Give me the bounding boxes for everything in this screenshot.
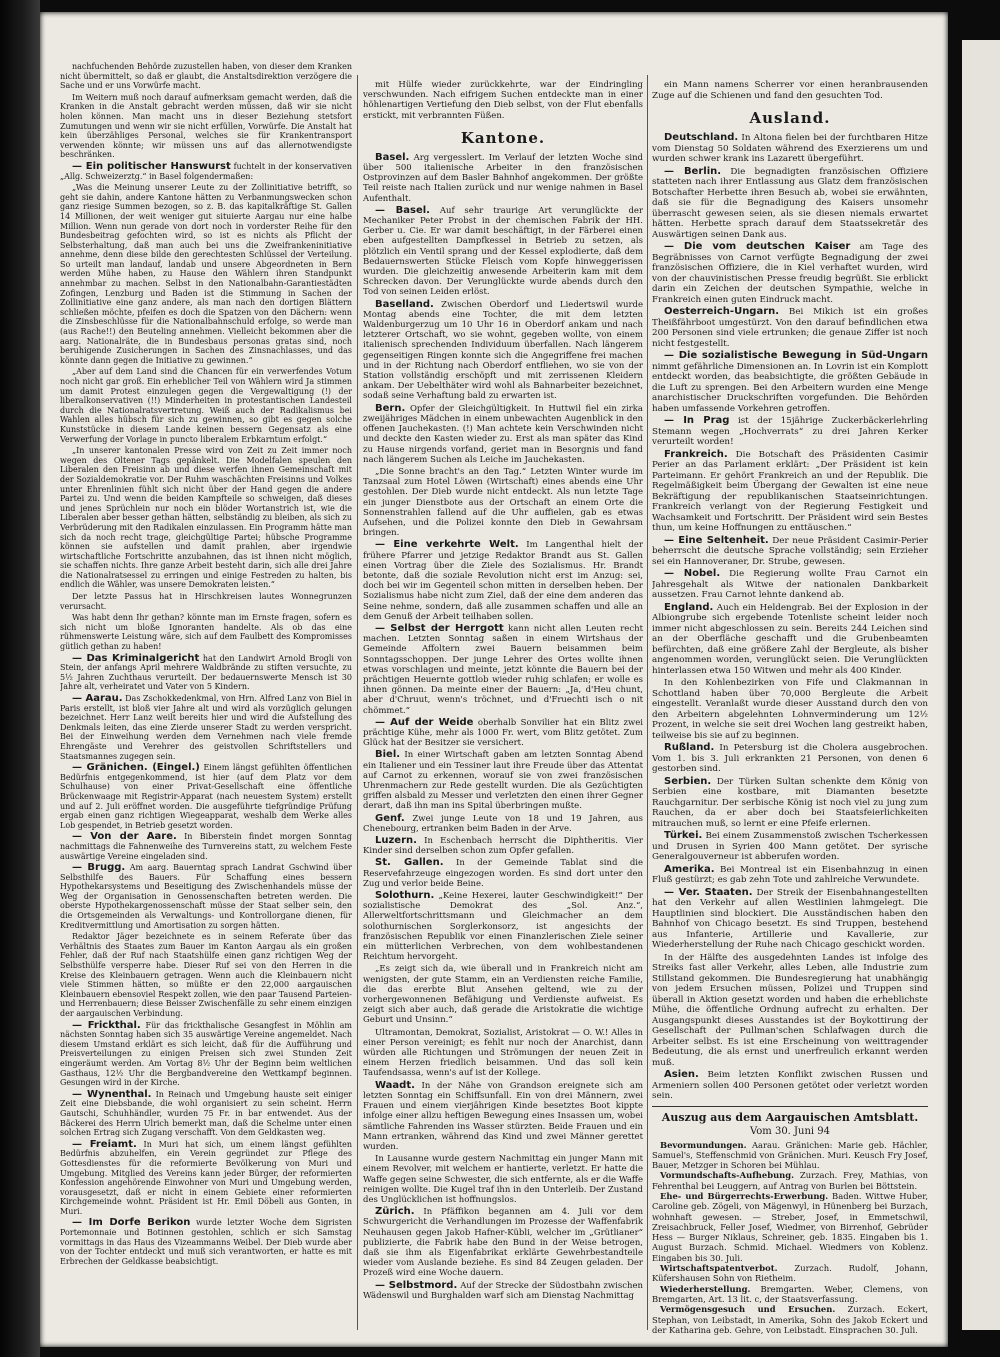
article-paragraph xyxy=(652,603,928,677)
column-3-articles xyxy=(652,80,928,1102)
article-paragraph xyxy=(652,569,928,601)
article-text: Bei Mikich ist ein großes Theißfährboot umgestürzt. Von den darauf befindlichen etwa 200 Personen sind viele ertrunken; die genaue Ziffer ist noch nicht festgestellt. xyxy=(652,307,928,349)
article-paragraph xyxy=(652,831,928,863)
adjacent-page-edge xyxy=(962,40,1000,1330)
article-text: Der neue Präsident Casimir-Perier beherrscht die deutsche Sprache vollständig; sein Erzieher sei ein Hannoveraner, Dr. Strube, gewesen. xyxy=(652,535,928,567)
article-lead: — Frickthal. xyxy=(72,1019,141,1031)
article-text: wurde letzter Woche dem Sigristen Portemonnaie und Botinnen gestohlen, schlich er sich Samstag vormittags in das Haus des Vizeammanns Weibel. Der Dieb wurde aber von der Tochter entdeckt und muß sich verantworten, er hatte es mit Erbrechen der Geldkasse beabsichtigt. xyxy=(60,1218,352,1266)
amtsblatt-entry xyxy=(652,1263,928,1284)
article-text: Das Zschokkedenkmal, von Hrn. Alfred Lanz von Biel in Paris erstellt, ist bloß vier Jahre alt und wird als vorzüglich gelungen bezeichnet. Herr Lanz weilt bereits hier und wird die Aufstellung des Denkmals leiten, das eine Zierde unserer Stadt zu werden verspricht. Bei der Einweihung werden dem Vernehmen nach viele fremde Ehrengäste und Verehrer des geistvollen Schriftstellers und Staatsmannes zugegen sein. xyxy=(60,694,352,761)
article-paragraph xyxy=(60,932,352,1018)
article-text: Opfer der Gleichgültigkeit. In Huttwil fiel ein zirka zweijähriges Mädchen in einem unbewachten Augenblick in den offenen Jauchekasten. (!) Man achtete kein Verschwinden nicht und deckte den Kasten wieder zu. Erst als man später das Kind zu Hause nirgends vorfand, geriet man in Besorgnis und fand nach längerem Suchen als Leiche im Jauchekasten. xyxy=(363,403,643,465)
article-paragraph xyxy=(363,1028,643,1079)
amtsblatt-entry-lead: Vormundschafts-Aufhebung. xyxy=(660,1170,795,1181)
article-lead: — Selbst der Herrgott xyxy=(375,622,504,634)
article-paragraph xyxy=(652,953,928,1069)
article-text: Arg vergesslert. Im Verlauf der letzten Woche sind über 500 italienische Arbeiter in den französischen Ostprovinzen auf dem Basler Bahnhof angekommen. Der größte Teil reiste nach Italien zurück und nur wenige nahmen in Basel Aufenthalt. xyxy=(363,152,643,204)
amtsblatt-entry-text: Zurzach. Eckert, Stephan, von Leibstadt, in Amerika, Sohn des Jakob Eckert und der Katharina geb. Gehre, von Leibstadt. Einsprachen 30. Juli. xyxy=(652,1304,928,1335)
article-lead: Asien. xyxy=(664,1069,699,1080)
article-paragraph xyxy=(652,1070,928,1102)
amtsblatt-entry-text: Bremgarten. Weber, Clemens, von Bremgarten, Art. 13 lit. c, der Staatsverfassung. xyxy=(652,1283,928,1304)
article-text: Zwei junge Leute von 18 und 19 Jahren, aus Chenebourg, ertranken beim Baden in der Arve. xyxy=(363,813,643,834)
article-lead: Biel. xyxy=(375,749,401,761)
article-lead: Waadt. xyxy=(375,1079,415,1091)
article-lead: Frankreich. xyxy=(664,448,728,460)
amtsblatt-entry-lead: Ehe- und Bürgerrechts-Erwerbung. xyxy=(660,1190,829,1201)
article-lead: — Brugg. xyxy=(72,862,126,874)
article-text: In Muri hat sich, um einem längst gefühlten Bedürfnis abzuhelfen, ein Verein gegründet zur Pflege des Gottesdienstes für die reformierte Bevölkerung von Muri und Umgebung. Mitglied des Vereins kann jeder Bürger, der reformierten Konfession angehörende Einwohner von Muri und Umgebung werden, vorausgesetzt, daß er nicht in einem Gebiete einer reformierten Kirchgemeinde wohnt. Präsident ist Hr. Emil Döbeli aus Gonten, in Muri. xyxy=(60,1139,352,1216)
article-paragraph xyxy=(363,718,643,749)
article-paragraph xyxy=(652,678,928,741)
article-paragraph xyxy=(652,167,928,241)
amtsblatt-rule xyxy=(652,1106,928,1107)
column-rule-left xyxy=(357,75,358,1330)
article-paragraph xyxy=(652,888,928,951)
article-text: fuchtelt in der konservativen „Allg. Schweizerztg.“ in Basel folgendermaßen: xyxy=(60,161,352,181)
article-paragraph xyxy=(652,416,928,448)
article-text: Zwischen Oberdorf und Liedertswil wurde Montag abends eine Tochter, die mit dem letzten Waldenburgerzug um 10 Uhr 16 in Oberdorf ankam und nach letzterer Ortschaft, wo sie wohnt, gegeben wollte, von einem italienisch sprechenden Individuum überfallen. Nach längerem gegenseitigen Ringen konnte sich die Angegriffene frei machen und in der Richtung nach Oberdorf entfliehen, wo sie von der Station vollständig erschöpft und mit zerrissenen Kleidern ankam. Der Uebelthäter wird wohl als Bahnarbeiter bezeichnet, sodaß seine Verhaftung bald zu erwarten ist. xyxy=(363,299,643,402)
article-lead: — Selbstmord. xyxy=(375,1279,458,1291)
amtsblatt-entry-text: Baden. Wittwe Huber, Caroline geb. Zögeli, von Mägenwyl, in Hünenberg bei Burzach, wohnhaft gewesen. — Streber, Josef, in Emmetschwil, Zreisachbruck, Feller Josef, Wiedmer, von Birrenhof, Gebrüder Hess — Burger Niklaus, Schreiner, geb. 1835. Eingaben bis 1. August Burzach. Schmid. Michael. Wiedmers von Koblenz. Eingaben bis 30. Juli. xyxy=(652,1190,928,1263)
section-heading: Kantone. xyxy=(460,128,546,147)
article-lead: — Die vom deutschen Kaiser xyxy=(664,241,851,252)
article-lead: — Die sozialistische Bewegung in Süd-Ungarn xyxy=(664,350,928,361)
article-text: Redaktor Jäger bezeichnete es in seinem Referate über das Verhältnis des Staates zum Bauer im Kanton Aargau als ein großen Fehler, daß der Ruf nach Staatshülfe einen ganz richtigen Weg der Selbsthülfe versperre habe. Dieser Ruf sei von den Herren in die Kreise des Kleinbauern getragen. Wenn auch die Kleinbauern nicht viele Stimmen hätten, so müßte er den 22,000 aargauischen Kleinbauern ebensoviel Respekt zollen, wie den paar Tausend Parteien- und Herrenbauern; diese Beisser Zwischenfälle zu sehr einem einzigen der aargauischen Verbindung. xyxy=(60,932,352,1018)
article-text: In der Hälfte des ausgedehnten Landes ist infolge des Streiks fast aller Verkehr, alles Leben, alle Industrie zum Stillstand gekommen. Die Bundesregierung hat unabhängig von jedem Ersuchen müssen, Polizei und Truppen sind überall in Aktion gesetzt worden und haben die erheblichste Mühe, die öffentliche Ordnung aufrecht zu erhalten. Der Ausgangspunkt dieses Ausstandes ist der Boykottirung der Gesellschaft der Pullman'schen Schlafwagen durch die Arbeiter selbst. Es ist eine Erscheinung von weittragender Bedeutung, die als ernst und unerfreulich erkannt werden muß. xyxy=(652,952,928,1068)
article-text: In Lausanne wurde gestern Nachmittag ein junger Mann mit einem Revolver, mit welchem er hantierte, verletzt. Er hatte die Waffe gegen seine Schwester, die sich entfernte, als er die Waffe reinigen wollte. Die Kugel traf ihn in den Unterleib. Der Zustand des Unglücklichen ist hoffnungslos. xyxy=(363,1154,643,1205)
article-paragraph xyxy=(652,450,928,534)
article-paragraph xyxy=(60,613,352,651)
article-paragraph xyxy=(652,307,928,349)
article-text: „Aber auf dem Land sind die Chancen für ein verwerfendes Votum noch nicht gar groß. Ein erheblicher Teil von Wählern wird Ja stimmen um damit Protest einzulegen gegen die Vergewaltigung (!) der liberalkonservativen (!!) Minderheiten in protestantischen Landesteil durch die Nationalratsvertretung. Weiß auch der Radikalismus bei Wahlen alles hübsch für sich zu gewinnen, so gibt es gegen solche Kunststücke in diesem Lande keinen bessern Gegensatz als eine Verwerfung der Vorlage in puncto liberalem Erbkarntum erfolgt.“ xyxy=(60,367,352,444)
article-lead: — Im Dorfe Berikon xyxy=(72,1217,191,1229)
article-text: Im Langenthal hielt der frühere Pfarrer und jetzige Redaktor Brandt aus St. Gallen einen Vortrag über die Ziele des Sozialismus. Hr. Brandt betonte, daß die soziale Revolution nicht erst im Anzug: sei, doch bei wir im Gegenteil schon mitten in derselben heben. Der Sozialismus habe nicht zum Ziel, daß der eine dem anderen das Seine nehme, sondern, daß alle zusammen schaffen und alle an dem Genuß der Arbeit teilhaben sollen. xyxy=(363,540,643,622)
article-paragraph xyxy=(60,1021,352,1088)
article-text: ist der 15jährige Zuckerbäckerlehrling Stemann wegen „Hochverrats“ zu drei Jahren Kerker verurteilt worden! xyxy=(652,416,928,447)
article-paragraph xyxy=(652,777,928,830)
article-lead: Rußland. xyxy=(664,742,715,753)
article-lead: — Aarau. xyxy=(72,693,123,704)
amtsblatt-entry xyxy=(652,1140,928,1171)
article-text: In der Gemeinde Tablat sind die Reservefahrzeuge eingezogen worden. Es sind dort unter den Zug und verlor beide Beine. xyxy=(363,858,643,889)
article-text: Beim letzten Konflikt zwischen Russen und Armeniern sollen 400 Personen getötet oder verletzt worden sein. xyxy=(652,1070,928,1101)
article-text: „Was die Meinung unserer Leute zu der Zollinitiative betrifft, so geht sie dahin, andere Kantone hätten zu Verbanmungswecken schon ganz riesige Summen bezogen, so z. B. das kapitalkräftige St. Gallen 14 Millionen, der weit weniger gut situierte Aargau nur eine halbe Million. Wenn nun gerade von dort noch in vorderster Reihe für den Bundesbeitrag gefochten wird, so ist es nichts als Pflicht der Selbsterhaltung, daß man auch bei uns die Zweifrankeninitiative annehme, denn diese bilde den gerechtesten Schlüssel der Verteilung. So urteilt man landauf, landab und unsere Abgeordneten in Bern werden Mühe haben, zu Hause den Wählern ihren Standpunkt annehmbar zu machen. Selbst in den Nationalbahn-Garantiestädten Zofingen, Lenzburg und Baden ist die Stimmung in Sachen der Zollinitiative eine ganz andere, als man nach den dortigen Blättern schließen möchte, pfeifen es doch die Spatzen von den Dächern: wenn die Zinsbeschlüsse für die Nationalbahnschuld erfolge, so werde man (aus Rache!!) den Beuteling annehmen. Vielleicht bekommen aber die aarg. Nationalräte, die in Bundesbaus personas gratas sind, noch beruhigende Zusicherungen in Sachen des Zinsnachlasses, und das könnte dann gegen die Initiative zu gewinnen.“ xyxy=(60,183,352,365)
column-rule-right xyxy=(647,75,648,1330)
article-text: In Pfäffikon begannen am 4. Juli vor dem Schwurgericht die Verhandlungen im Prozesse der Waffenfabrik Neuhausen gegen Jakob Hafner-Kübli, welcher im „Grütlianer“ publizierte, die Fabrik habe den Bund in der Weise betrogen, daß sie ihm als Eigenfabrikat erklärte Gewehrbestandteile wieder vom Auslande beziehe. Es sind 84 Zeugen geladen. Der Prozeß wird eine Woche dauern. xyxy=(363,1207,643,1279)
article-text: oberhalb Sonvilier hat ein Blitz zwei prächtige Kühe, mehr als 1000 Fr. wert, vom Blitz getötet. Zum Glück hat der Besitzer sie versichert. xyxy=(363,717,643,749)
article-text: In Eschenbach herrscht die Diphtheritis. Vier Kinder sind derselben schon zum Opfer gefallen. xyxy=(363,836,643,857)
article-text: In Reinach und Umgebung hauste seit einiger Zeit eine Diebsbande, die wohl organisiert zu sein scheint. Herrn Gautschi, Schuhhändler, wurden 75 Fr. in bar entwendet. Aus der Bäckerei des Herrn Ulrich bemerkt man, daß die Schelme unter einen solchen Ertrag sich Zugang verschafft. Von dem Geldkasten weg. xyxy=(60,1089,352,1138)
amtsblatt-date: Vom 30. Juni 94 xyxy=(749,1125,831,1137)
article-paragraph xyxy=(60,62,352,91)
book-spine xyxy=(0,0,40,1357)
article-text: Die Botschaft des Präsidenten Casimir Perier an das Parlament erklärt: „Der Präsident ist kein Parteimann. Er gehört Frankreich an und der Republik. Die Regelmäßigkeit beim Übergang der Gewalten ist eine neue Bekräftigung der republikanischen Staatseinrichtungen. Frankreich verlangt von der Regierung Festigkeit und Wachsamkeit und Fortschritt. Der Präsident wird sein Bestes thun, um keine Hoffnungen zu enttäuschen.“ xyxy=(652,449,928,533)
section-heading: Ausland. xyxy=(749,109,831,127)
article-text: nimmt gefährliche Dimensionen an. In Lovrin ist ein Komplott entdeckt worden, das beabsichtigte, die größten Gebäude in die Luft zu sprengen. Bei den Arbeitern wurden eine Menge anarchistischer Druckschriften vorgefunden. Die Behörden haben umfassende Vorkehren getroffen. xyxy=(652,361,928,414)
article-paragraph xyxy=(363,1081,643,1152)
article-paragraph xyxy=(363,750,643,811)
article-lead: — Basel. xyxy=(375,204,430,216)
amtsblatt-entry-text: Zurzach. Rudolf, Johann, Küfershausen Sohn von Rietheim. xyxy=(652,1263,928,1284)
article-lead: — Eine Seltenheit. xyxy=(664,534,769,546)
article-lead: Baselland. xyxy=(375,298,434,310)
article-text: Der Türken Sultan schenkte dem König von Serbien eine kostbare, mit Diamanten besetzte Rauchgarnitur. Der serbische König ist noch viel zu jung zum Rauchen, da er aber doch bei Staatsfeierlichkeiten mitrauchen muß, so lernt er eine Pfeife erlernen. xyxy=(652,776,928,829)
article-text: In den Kohlenbezirken von Fife und Clakmannan in Schottland haben über 70,000 Bergleute die Arbeit eingestellt. Veranlaßt wurde dieser Ausstand durch den von den Arbeitern abgelehnten Lohnverminderung um 12½ Prozent, in welche sie seit drei Wochen lang gestreikt haben, teilweise bis sie auf zu beginnen. xyxy=(652,678,928,741)
amtsblatt-entry-text: Aarau. Gränichen: Marie geb. Hächler, Samuel's, Steffenschmid von Gränichen. Muri. Keusch Fry Josef, Bauer, Metzger in Schoren bei Mühlau. xyxy=(652,1139,928,1171)
article-lead: Oesterreich-Ungarn. xyxy=(664,306,780,317)
article-paragraph xyxy=(652,242,928,305)
article-paragraph xyxy=(363,467,643,538)
article-lead: Solothurn. xyxy=(375,890,435,902)
article-text: „Es zeigt sich da, wie überall und in Frankreich nicht am wenigsten, der gute Stamm, ein an Verdiensten reiche Familie, die das ererbte Blut Ansehen geltend, wie zu der vorhergewonnenen Befähigung und Verdienste aufweist. Es zeigt sich aber auch, daß gerade die Aristokratie die wichtige Geburt und Unsinn.“ xyxy=(363,964,643,1026)
article-paragraph xyxy=(363,1281,643,1301)
amtsblatt-entry-lead: Bevormundungen. xyxy=(660,1139,747,1150)
article-paragraph xyxy=(60,183,352,365)
article-lead: — In Prag xyxy=(664,415,730,426)
amtsblatt-entry-lead: Wirtschaftspatentverbot. xyxy=(660,1263,778,1274)
article-paragraph xyxy=(652,351,928,414)
article-paragraph xyxy=(363,1207,643,1278)
article-lead: — Auf der Weide xyxy=(375,716,474,728)
article-text: nachfuchenden Behörde zuzustellen haben, von dieser dem Kranken nicht übermittelt, so daß er glaubt, die Anstaltsdirektion verzögere die Sache und er uns Vorwürfe macht. xyxy=(60,62,352,91)
article-text: kann nicht allen Leuten recht machen. Letzten Sonntag saßen in einem Wirtshaus der Gemeinde Affoltern zwei Bauern beisammen beim Sonntagsschoppen. Der junge Lehrer des Ortes wollte ihnen etwas vorschlagen und meinte, jetzt könnte die Bauern bei der prächtigen Heuernte gottlob wieder ruhig schlafen; er wolle es ihnen gönnen. Da meinte einer der Bauern: „Ja, d'Heu chunt, aber d'Chruut, wenn's tröchnet, und d'Fruechti isch o nit chömmet.“ xyxy=(363,623,643,716)
article-text: In Altona fielen bei der furchtbaren Hitze vom Dienstag 50 Soldaten während des Exerzierens um und wurden schwer krank ins Lazarett übergeführt. xyxy=(652,133,928,164)
article-text: mit Hülfe wieder zurückkehrte, war der Eindringling verschwunden. Nach eifrigem Suchen entdeckte man in einer höhlenartigen Vertiefung den Dieb selbst, von der Flut ebenfalls erstickt, mit verbrannten Füßen. xyxy=(363,80,643,121)
article-paragraph xyxy=(363,300,643,402)
article-text: Die begnadigten französischen Offiziere statteten nach ihrer Entlassung aus Glatz dem französischen Botschafter Herbette ihren Besuch ab, wobei sie erwähnten, daß sie für die Begnadigung des Kaisers unsomehr überrascht gewesen seien, als sie diesen niemals erwartet hätten. Herbette sprach darauf dem Staatssekretär des Auswärtigen seinen Dank aus. xyxy=(652,166,928,240)
article-text: „In unserer kantonalen Presse wird von Zeit zu Zeit immer noch wegen des Oltener Tags gepänkelt. Die Modelfalen speulen den Liberalen den Freisinn ab und diese werfen ihnen Gemeinschaft mit der Sozialdemokratie vor. Der Ruhm waschächten Freisinns und Volkes unter Ehrenlinien fühlt sich nicht über der Hand gegen die andere Partei zu. Und wenn die beiden Kampfteile so schweigen, daß dieses und jenes Sprüchlein nur noch ein blöder Wortanstrich ist, wie die Liberalen aber besser gethan hätten, selbständig zu bleiben, als sich zu Verbrüderung mit den Radikalen einzulassen. Ein Programm hätte man sich da noch recht trage, gleichgültige Partei; hübsche Programme können sie aufstellen und damit prahlen, aber irgendwie wirtschaftliche Fortschritte anzubahnen, das ist ihnen nicht möglich, sie schaffen nichts. Ihre ganze Arbeit besteht darin, sich alle drei Jahre die Nationalratsessel zu erringen und einige Festreden zu halten, bis endlich die Wähler, was unsere Demokraten leisten.“ xyxy=(60,446,352,590)
article-paragraph xyxy=(363,153,643,204)
article-lead: — Gränichen. (Eingel.) xyxy=(72,762,200,774)
column-1 xyxy=(60,62,352,1332)
article-paragraph xyxy=(60,162,352,181)
article-lead: — Nobel. xyxy=(664,568,721,579)
article-lead: — Von der Aare. xyxy=(72,831,177,843)
article-text: In Petersburg ist die Cholera ausgebrochen. Vom 1. bis 3. Juli erkrankten 21 Personen, von denen 6 gestorben sind. xyxy=(652,743,928,774)
article-paragraph xyxy=(363,891,643,962)
article-text: am Tage des Begräbnisses von Carnot verfügte Begnadigung der zwei französischen Offiziere, die in Kiel verhaftet wurden, wird von der chauvinistischen Presse freudig begrüßt. Sie erblickt darin ein Zeichen der deutschen Sympathie, welche in Frankreich einen guten Eindruck macht. xyxy=(652,242,928,305)
article-lead: Bern. xyxy=(375,402,406,414)
article-text: Was habt denn Ihr gethan? könnte man im Ernste fragen, sofern es sich nicht um bloße Ignoranten handelte. Als ob das eine rühmenswerte Leistung wäre, sich auf dem Faulbett des Kompromisses gütlich gethan zu haben! xyxy=(60,613,352,652)
article-paragraph xyxy=(652,865,928,886)
article-paragraph xyxy=(363,836,643,856)
article-text: In der Nähe von Grandson ereignete sich am letzten Sonntag ein Schiffsunfall. Ein von drei Männern, zwei Frauen und einem vierjährigen Kinde besetztes Boot kippte infolge einer allzu heftigen Bewegung eines Insassen um, wobei sämtliche Fahrenden ins Wasser stürzten. Beide Frauen und ein Mann ertranken, während das Kind und zwei Männer gerettet wurden. xyxy=(363,1080,643,1152)
column-2 xyxy=(363,80,643,1335)
article-text: Auch ein Heldengrab. Bei der Explosion in der Albiongrube sich ergebende Totenliste scheint leider noch immer nicht abgeschlossen zu sein. Bereits 244 Leichen sind an der Oberfläche geschafft und die Grubenbeamten befürchten, daß eine größere Zahl der Bergleute, als bisher angenommen worden, verunglückt seien. Die Verunglückten hinterlassen etwa 150 Witwen und mehr als 400 Kinder. xyxy=(652,602,928,676)
amtsblatt-entry xyxy=(652,1304,928,1335)
article-text: Am aarg. Bauerntag sprach Landrat Gschwind über Selbsthilfe des Bauers. Für Schaffung eines bessern Hypothekarsystems und Beseitigung des Zwischenhandels müsse der Weg der Organisation in Genossenschaften betreten werden. Die oberste Hypothekargenossenschaft müsse der Staat selber sein, den die Ortsgemeinden als Verwaltungs- und Kontrollorgane dienen, für Kreditvermittlung und Amortisation zu sorgen hätten. xyxy=(60,863,352,930)
article-paragraph xyxy=(60,93,352,160)
article-paragraph xyxy=(60,832,352,861)
article-paragraph xyxy=(60,763,352,830)
article-paragraph xyxy=(60,694,352,761)
article-lead: Luzern. xyxy=(375,835,417,847)
article-paragraph xyxy=(363,540,643,622)
article-text: Der letzte Passus hat in Hirschkreisen lautes Wonnegrunzen verursacht. xyxy=(60,592,352,611)
article-text: Der Streik der Eisenbahnangestellten hat den Verkehr auf allen Westlinien lahmgelegt. Die Hauptlinien sind blockiert. Die Ausständischen haben den Bahnhof von Chicago besetzt. Es sind Truppen, bestehend aus Infanterie, Artillerie und Kavallerie, zur Wiederherstellung der Ruhe nach Chicago geschickt worden. xyxy=(652,887,928,950)
article-text: Einem längst gefühlten öffentlichen Bedürfnis entgegenkommend, ist hier (auf dem Platz vor dem Schulhause) von einer Privat-Gesellschaft eine öffentliche Brückenwaage mit Registrir-Apparat (nach neuestem System) erstellt und auf 2. Juli eröffnet worden. Die ausgeführte tiefgründige Prüfung ergab einen ganz richtigen Wiegeapparat, weshalb dem Werke alles Lob gespendet, in Betrieb gesetzt worden. xyxy=(60,763,352,830)
article-paragraph xyxy=(60,367,352,444)
article-lead: Basel. xyxy=(375,151,410,163)
amtsblatt-title: Auszug aus dem Aargauischen Amtsblatt. xyxy=(661,1110,919,1124)
article-lead: — Ein politischer Hanswurst xyxy=(72,160,231,172)
article-paragraph xyxy=(363,404,643,465)
article-paragraph xyxy=(652,133,928,165)
article-text: Auf der Strecke der Südostbahn zwischen Wädenswil und Burghalden warf sich am Dienstag Nachmittag xyxy=(363,1280,643,1301)
article-text: Bei Montreal ist ein Eisenbahnzug in einen Fluß gestürzt; es gab zehn Tote und zahlreiche Verwundete. xyxy=(652,864,928,885)
amtsblatt-entry xyxy=(652,1191,928,1263)
article-paragraph xyxy=(652,80,928,101)
article-paragraph xyxy=(363,858,643,889)
article-text: In Biberstein findet morgen Sonntag nachmittags die Fahnenweihe des Turnvereins statt, zu welchem Feste auswärtige Vereine eingeladen sind. xyxy=(60,832,352,861)
article-lead: Genf. xyxy=(375,812,405,824)
article-lead: — Berlin. xyxy=(664,165,722,177)
article-paragraph xyxy=(60,1140,352,1217)
article-text: Im Weitern muß noch darauf aufmerksam gemacht werden, daß die Kranken in die Anstalt gebracht werden müssen, daß wir sie nicht holen können. Man macht uns in dieser Beziehung stetsfort Zumutungen und wenn wir sie nicht erfüllen, Vorwürfe. Die Anstalt hat kein überzähliges Personal, welches sie für Krankentransport verwenden könnte; wir müssen uns auf das allernotwendigste beschränken. xyxy=(60,92,352,160)
amtsblatt-entry-lead: Vermögensgesuch und Ersuchen. xyxy=(660,1304,836,1315)
article-text: Die Regierung wollte Frau Carnot ein Jahresgehalt als Witwe der nationalen Dankbarkeit aussetzen. Frau Carnot lehnte dankend ab. xyxy=(652,569,928,600)
article-text: Für das frickthalische Gesangfest in Möhlin am nächsten Sonntag haben sich 35 auswärtige Vereine angemeldet. Nach diesem Umstand erklärt es sich leicht, daß für die Aufführung und Preisverteilungen zu einigen Preisen sich zwei Stunden Zeit eingeräumt werden. Am Vortag 8½ Uhr der Beginn beim weltlichen Gasthaus, 12½ Uhr die Bergbandvereine den Wettkampf beginnen. Gesungen wird in der Kirche. xyxy=(60,1020,352,1088)
amtsblatt-entry xyxy=(652,1284,928,1305)
article-paragraph xyxy=(60,592,352,611)
amtsblatt-entry-lead: Wiederherstellung. xyxy=(660,1283,751,1294)
article-lead: — Das Kriminalgericht xyxy=(72,652,200,664)
article-paragraph xyxy=(363,206,643,298)
article-lead: — Freiamt. xyxy=(72,1138,137,1150)
article-text: Auf sehr traurige Art verunglückte der Mechaniker Peter Probst in der chemischen Fabrik der HH. Gerber u. Cie. Er war damit beschäftigt, in der Färberei einen eben aufgestellten Dampfkessel in Betrieb zu setzen, als plötzlich ein Ventil sprang und der Kessel explodierte, daß dem Bedauernswerten Stücke Fleisch vom Kopfe hinweggerissen wurden. Die gleichzeitig anwesende Arbeiterin kam mit dem Schrecken davon. Der Verunglückte wurde abends durch den Tod von seinen Leiden erlöst. xyxy=(363,205,643,298)
article-paragraph xyxy=(60,863,352,930)
article-lead: — Wynenthal. xyxy=(72,1088,152,1100)
article-text: ein Mann namens Scherrer vor einen heranbrausenden Zuge auf die Schienen und fand den gesuchten Tod. xyxy=(652,80,928,101)
article-paragraph xyxy=(363,964,643,1025)
article-paragraph xyxy=(60,446,352,590)
article-lead: Serbien. xyxy=(664,775,712,787)
article-text: Ultramontan, Demokrat, Sozialist, Aristokrat — O. W.! Alles in einer Person vereinigt; es fehlt nur noch der Anarchist, dann würden alle Richtungen und Strömungen der neuen Zeit in einem Herzen friedlich beisammen. Und das soll kein Taufendsassa, wenn's auf ist der Kollege. xyxy=(363,1027,643,1079)
article-paragraph xyxy=(363,80,643,121)
article-paragraph xyxy=(60,1090,352,1138)
article-text: hat den Landwirt Arnold Brogli von Stein, der anfangs April mehrere Waldbrände zu stiften versuchte, zu 5½ Jahren Zuchthaus verurteilt. Der bedauernswerte Mensch ist 30 Jahre alt, verheiratet und Vater von 5 Kindern. xyxy=(60,653,352,692)
article-lead: — Ver. Staaten. xyxy=(664,886,753,898)
article-lead: St. Gallen. xyxy=(375,857,444,869)
article-lead: — Eine verkehrte Welt. xyxy=(375,539,519,551)
article-paragraph xyxy=(363,814,643,834)
article-lead: Zürich. xyxy=(375,1206,415,1218)
article-lead: England. xyxy=(664,601,714,613)
article-text: „Die Sonne bracht's an den Tag.“ Letzten Winter wurde im Tanzsaal zum Hotel Löwen (Wirtschaft) eines abends eine Uhr gestohlen. Der Dieb wurde nicht entdeckt. Als nun letzte Tage ein junger Dienstbote aus der Ortschaft an einem Orte die Sonnenstrahlen fallend auf die Uhr auffielen, gab es etwas Aufsehen, und die Polizei konnte den Dieb in Gewahrsam bringen. xyxy=(363,466,643,539)
article-paragraph xyxy=(363,1154,643,1205)
article-text: In einer Wirtschaft gaben am letzten Sonntag Abend ein Italiener und ein Tessiner laut ihre Freude über das Attentat auf Carnot zu erkennen, worauf sie von zwei französischen Uhrenmachern zur Rede gestellt wurden. Die als Gezüchtigten griffen alsbald zu Messer und verletzten den einen ihrer Gegner derart, daß ihn man ins Spital überbringen mußte. xyxy=(363,750,643,812)
amtsblatt-entry xyxy=(652,1170,928,1191)
article-paragraph xyxy=(60,1218,352,1266)
article-paragraph xyxy=(652,743,928,775)
column-3 xyxy=(652,80,928,1335)
article-lead: Amerika. xyxy=(664,863,715,875)
article-paragraph xyxy=(60,654,352,692)
article-paragraph xyxy=(652,536,928,568)
article-text: „Keine Hexerei, lauter Geschwindigkeit!“ Der sozialistische Demokrat des „Sol. Anz.“, Allerweltfortschrittsmann und Gleichmacher an dem solothurnischen Sorglerkonsorz, ist angesichts der französischen Republik vor einen Finanzlerischen Ziele seiner ein mütterlichen Verbrechen, von dem wohlbestandenen Reichtum hervorgeht. xyxy=(363,891,643,963)
article-text: Bei einem Zusammenstoß zwischen Tscherkessen und Drusen in Syrien 400 Mann getötet. Der syrische Generalgouverneur ist abberufen worden. xyxy=(652,831,928,862)
article-lead: Türkei. xyxy=(664,830,703,841)
article-paragraph xyxy=(363,624,643,716)
amtsblatt-entries xyxy=(652,1140,928,1336)
amtsblatt-entry-text: Zurzach. Frey, Mathias, von Fehrenthal bei Leuggern, auf Antrag von Burlen bei Böttstein. xyxy=(652,1170,928,1191)
article-lead: Deutschland. xyxy=(664,132,739,143)
